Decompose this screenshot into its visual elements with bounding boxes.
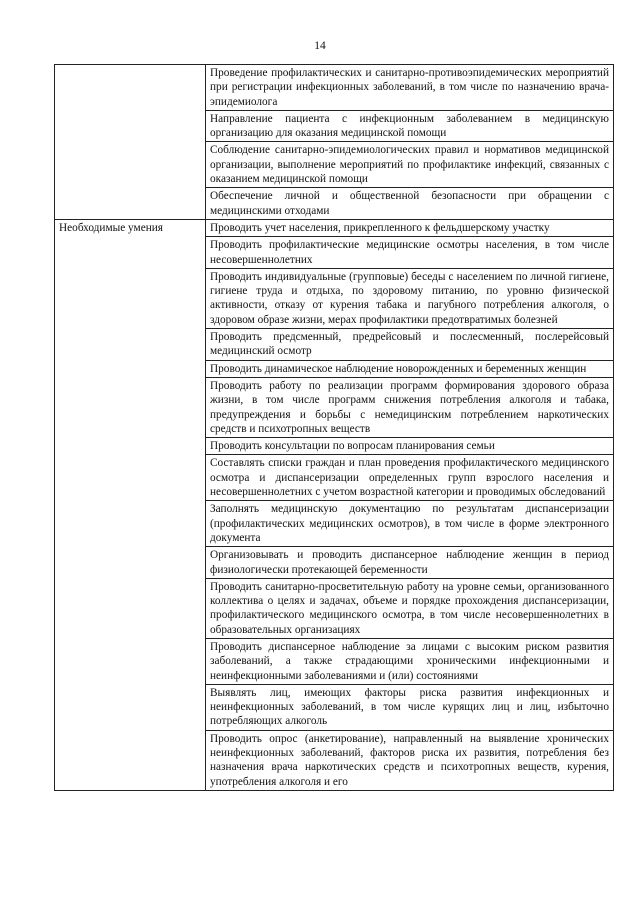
table-row <box>55 219 614 236</box>
section-label: Необходимые умения <box>55 219 206 790</box>
table-body <box>55 65 614 791</box>
table-cell-item: Организовывать и проводить диспансерное наблюдение женщин в период физиологически протекающей беременности <box>206 547 614 579</box>
page-number: 14 <box>314 40 326 52</box>
table-cell-item: Проводить динамическое наблюдение новорожденных и беременных женщин <box>206 360 614 377</box>
table-cell-item: Выявлять лиц, имеющих факторы риска развития инфекционных и неинфекционных заболеваний, в том числе курящих лиц и лиц, избыточно потребляющих алкоголь <box>206 684 614 730</box>
table-cell-item: Проводить диспансерное наблюдение за лицами с высоким риском развития заболеваний, а также страдающими хроническими инфекционными и неинфекционными заболеваниями и (или) состояниями <box>206 638 614 684</box>
table-cell-item: Проводить санитарно-просветительную работу на уровне семьи, организованного коллектива о целях и задачах, объеме и порядке прохождения диспансеризации, профилактического медицинского осмотра, в том числе несовершеннолетних в образовательных организациях <box>206 578 614 638</box>
table-cell-item: Проводить индивидуальные (групповые) беседы с населением по личной гигиене, гигиене труда и отдыха, по здоровому питанию, по уровню физической активности, отказу от курения табака и пагубного потребления алкоголя, о здоровом образе жизни, мерах профилактики предотвратимых болезней <box>206 268 614 328</box>
table-cell-item: Проводить предсменный, предрейсовый и послесменный, послерейсовый медицинский осмотр <box>206 329 614 361</box>
table-cell-item: Направление пациента с инфекционным заболеванием в медицинскую организацию для оказания медицинской помощи <box>206 110 614 142</box>
table-cell-item: Проводить опрос (анкетирование), направленный на выявление хронических неинфекционных заболеваний, факторов риска их развития, потребления без назначения врача наркотических средств и психотропных веществ, курения, употребления алкоголя и его <box>206 730 614 790</box>
table-row <box>55 65 614 111</box>
section-label <box>55 65 206 220</box>
table-cell-item: Составлять списки граждан и план проведения профилактического медицинского осмотра и диспансеризации определенных групп взрослого населения и несовершеннолетних с учетом возрастной категории и проводимых обследований <box>206 455 614 501</box>
table-cell-item: Соблюдение санитарно-эпидемиологических правил и нормативов медицинской организации, выполнение мероприятий по профилактике инфекций, связанных с оказанием медицинской помощи <box>206 142 614 188</box>
table-cell-item: Проводить учет населения, прикрепленного к фельдшерскому участку <box>206 219 614 236</box>
table-cell-item: Проводить профилактические медицинские осмотры населения, в том числе несовершеннолетних <box>206 237 614 269</box>
table-cell-item: Заполнять медицинскую документацию по результатам диспансеризации (профилактических медицинских осмотров), в том числе в форме электронного документа <box>206 501 614 547</box>
table-cell-item: Обеспечение личной и общественной безопасности при обращении с медицинскими отходами <box>206 188 614 220</box>
table-cell-item: Проводить консультации по вопросам планирования семьи <box>206 438 614 455</box>
table-cell-item: Проводить работу по реализации программ формирования здорового образа жизни, в том числе программ снижения потребления алкоголя и табака, предупреждения и борьбы с немедицинским потреблением наркотических средств и психотропных веществ <box>206 377 614 437</box>
table-cell-item: Проведение профилактических и санитарно-противоэпидемических мероприятий при регистрации инфекционных заболеваний, в том числе по назначению врача-эпидемиолога <box>206 65 614 111</box>
competency-table <box>54 64 614 791</box>
